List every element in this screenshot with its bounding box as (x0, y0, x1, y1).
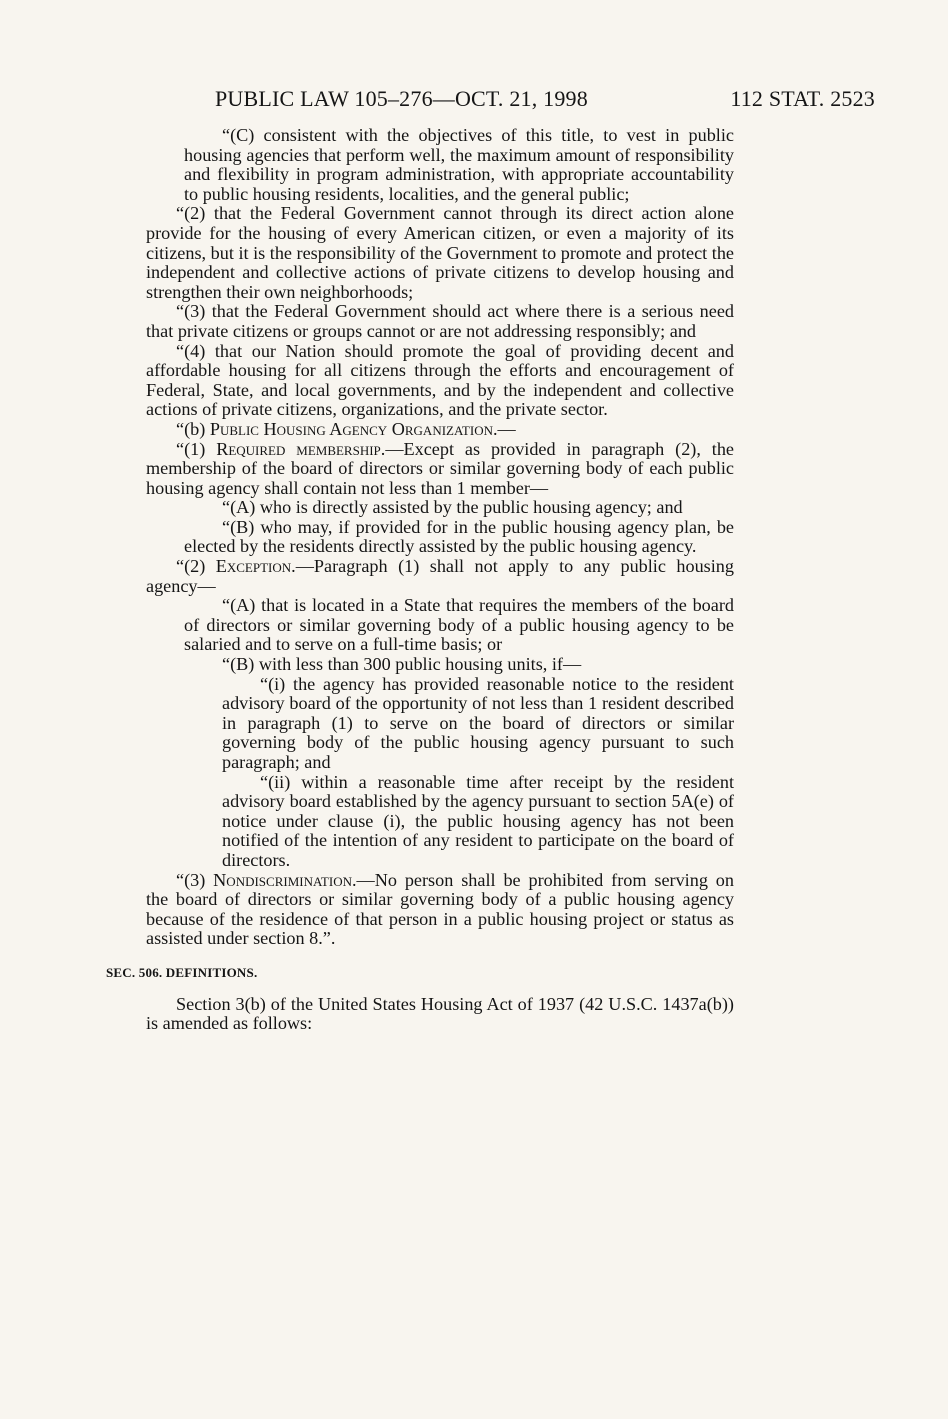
subsection-b-title: Public Housing Agency Organization (209, 418, 493, 439)
body-text (106, 125, 735, 1034)
header-public-law: PUBLIC LAW 105–276—OCT. 21, 1998 (215, 86, 588, 111)
paragraph-b2-text: .—Paragraph (1) shall not apply to any public housing agency— (146, 556, 734, 596)
clause-b2-b-i: “(i) the agency has provided reasonable notice to the resident advisory board of the opportunity of not less than 1 resident described in paragraph (1) to serve on the board of directors or similar governing body of the public housing agency pursuant to such paragraph; and (222, 673, 734, 772)
header-stat-page: 112 STAT. 2523 (730, 86, 875, 111)
paragraph-b1-text: .—Except as provided in paragraph (2), the membership of the board of directors or similar governing body of each public housing agency shall contain not less than 1 member— (146, 438, 735, 498)
subsection-b-heading (146, 420, 734, 440)
page-header (215, 86, 875, 112)
section-506-heading: SEC. 506. DEFINITIONS. (106, 964, 258, 980)
paragraph-b3 (146, 871, 734, 949)
paragraph-b2-a: “(A) that is located in a State that requires the members of the board of directors or similar governing body of a public housing agency to be salaried and to serve on a full-time basis; or (184, 595, 734, 655)
paragraph-b3-prefix: “(3) (176, 869, 214, 890)
subsection-b-suffix: .— (492, 418, 516, 439)
paragraph-b2 (146, 557, 734, 596)
paragraph-b1-b: “(B) who may, if provided for in the public housing agency plan, be elected by the residents directly assisted by the public housing agency. (184, 516, 734, 557)
paragraph-b3-text: .—No person shall be prohibited from serving on the board of directors or similar governing body of a public housing agency because of the residence of that person in a public housing project or status as assisted under section 8.”. (146, 869, 734, 949)
paragraph-3: “(3) that the Federal Government should act where there is a serious need that private citizens or groups cannot or are not addressing responsibly; and (146, 301, 734, 341)
clause-b2-b-ii: “(ii) within a reasonable time after receipt by the resident advisory board established by the agency pursuant to section 5A(e) of notice under clause (i), the public housing agency has not been notified of the intention of any resident to participate on the board of directors. (222, 771, 734, 870)
paragraph-b3-title: Nondiscrimination (213, 869, 352, 890)
paragraph-b1-prefix: “(1) (176, 438, 217, 459)
subsection-b-prefix: “(b) (176, 418, 210, 439)
paragraph-4: “(4) that our Nation should promote the goal of providing decent and affordable housing for all citizens through the efforts and encouragement of Federal, State, and local governments, and by the independent and collective actions of private citizens, organizations, and the private sector. (146, 340, 734, 420)
paragraph-b1-title: Required membership (216, 438, 381, 459)
paragraph-b1 (146, 440, 734, 499)
paragraph-2: “(2) that the Federal Government cannot through its direct action alone provide for the housing of every American citizen, or even a majority of its citizens, but it is the responsibility of the Government to promote and protect the independent and collective actions of private citizens to develop housing and strengthen their own neighborhoods; (146, 203, 734, 302)
paragraph-c: “(C) consistent with the objectives of this title, to vest in public housing agencies that perform well, the maximum amount of responsibility and flexibility in program administration, with appropriate accountability to public housing residents, localities, and the general public; (184, 125, 734, 204)
paragraph-b1-a: “(A) who is directly assisted by the public housing agency; and (222, 497, 683, 518)
paragraph-b2-title: Exception (215, 556, 292, 577)
section-506-body: Section 3(b) of the United States Housing Act of 1937 (42 U.S.C. 1437a(b)) is amended as follows: (146, 993, 734, 1034)
paragraph-b2-b: “(B) with less than 300 public housing units, if— (222, 654, 582, 675)
paragraph-b2-prefix: “(2) (176, 556, 216, 577)
